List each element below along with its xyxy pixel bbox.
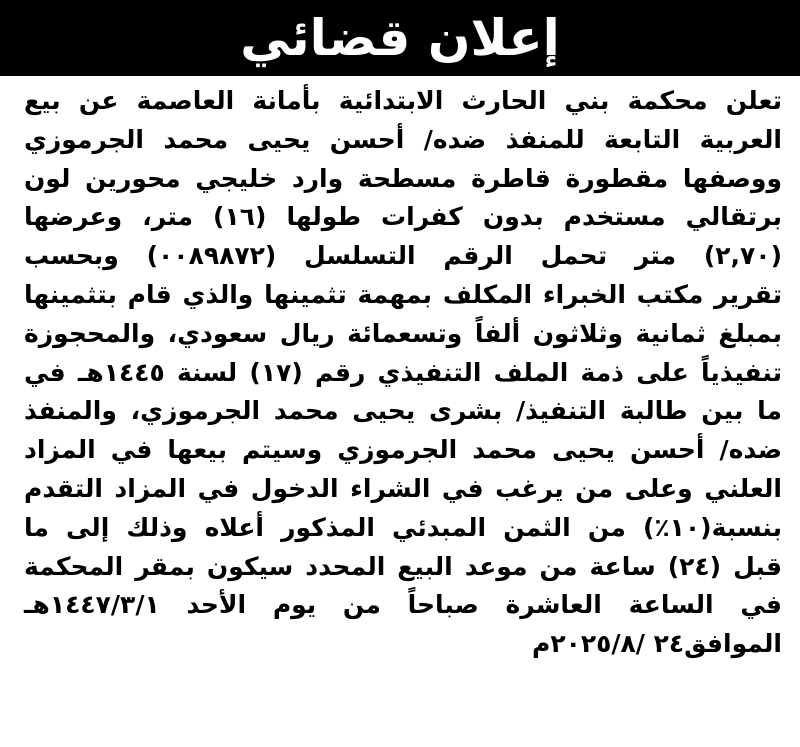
notice-line: تعلن محكمة بني الحارث الابتدائية بأمانة العاصمة عن بيع — [24, 86, 782, 115]
notice-title: إعلان قضائي — [240, 9, 560, 67]
notice-line: قبل (٢٤) ساعة من موعد البيع المحدد سيكون بمقر المحكمة — [24, 551, 782, 581]
notice-line: ما بين طالبة التنفيذ/ بشرى يحيى محمد الجرموزي، والمنفذ — [24, 396, 782, 426]
notice-line: ضده/ أحسن يحيى محمد الجرموزي وسيتم بيعها في المزاد — [24, 435, 782, 465]
notice-line: العربية التابعة للمنفذ ضده/ أحسن يحيى محمد الجرموزي — [24, 124, 782, 154]
notice-line: تنفيذياً على ذمة الملف التنفيذي رقم (١٧) لسنة ١٤٤٥هـ في — [24, 357, 782, 387]
notice-line: بمبلغ ثمانية وثلاثون ألفاً وتسعمائة ريال سعودي، والمحجوزة — [24, 318, 782, 348]
notice-line: ووصفها مقطورة قاطرة مسطحة وارد خليجي محورين لون — [24, 163, 782, 193]
notice-header-banner — [0, 0, 800, 76]
notice-line: تقرير مكتب الخبراء المكلف بمهمة تثمينها والذي قام بتثمينها — [24, 279, 782, 309]
notice-line: في الساعة العاشرة صباحاً من يوم الأحد ١٤٤٧/٣/١هـ — [24, 590, 782, 620]
notice-line: العلني وعلى من يرغب في الشراء الدخول في المزاد التقدم — [24, 473, 782, 503]
notice-line: الموافق٢٤ /٢٠٢٥/٨م — [531, 629, 782, 659]
notice-line: برتقالي مستخدم بدون كفرات طولها (١٦) متر، وعرضها — [24, 202, 782, 232]
notice-line: بنسبة(١٠٪) من الثمن المبدئي المذكور أعلاه وذلك إلى ما — [24, 512, 782, 542]
notice-line: (٢,٧٠) متر تحمل الرقم التسلسل (٠٠٨٩٨٧٢) وبحسب — [24, 241, 782, 271]
notice-body — [24, 82, 782, 664]
